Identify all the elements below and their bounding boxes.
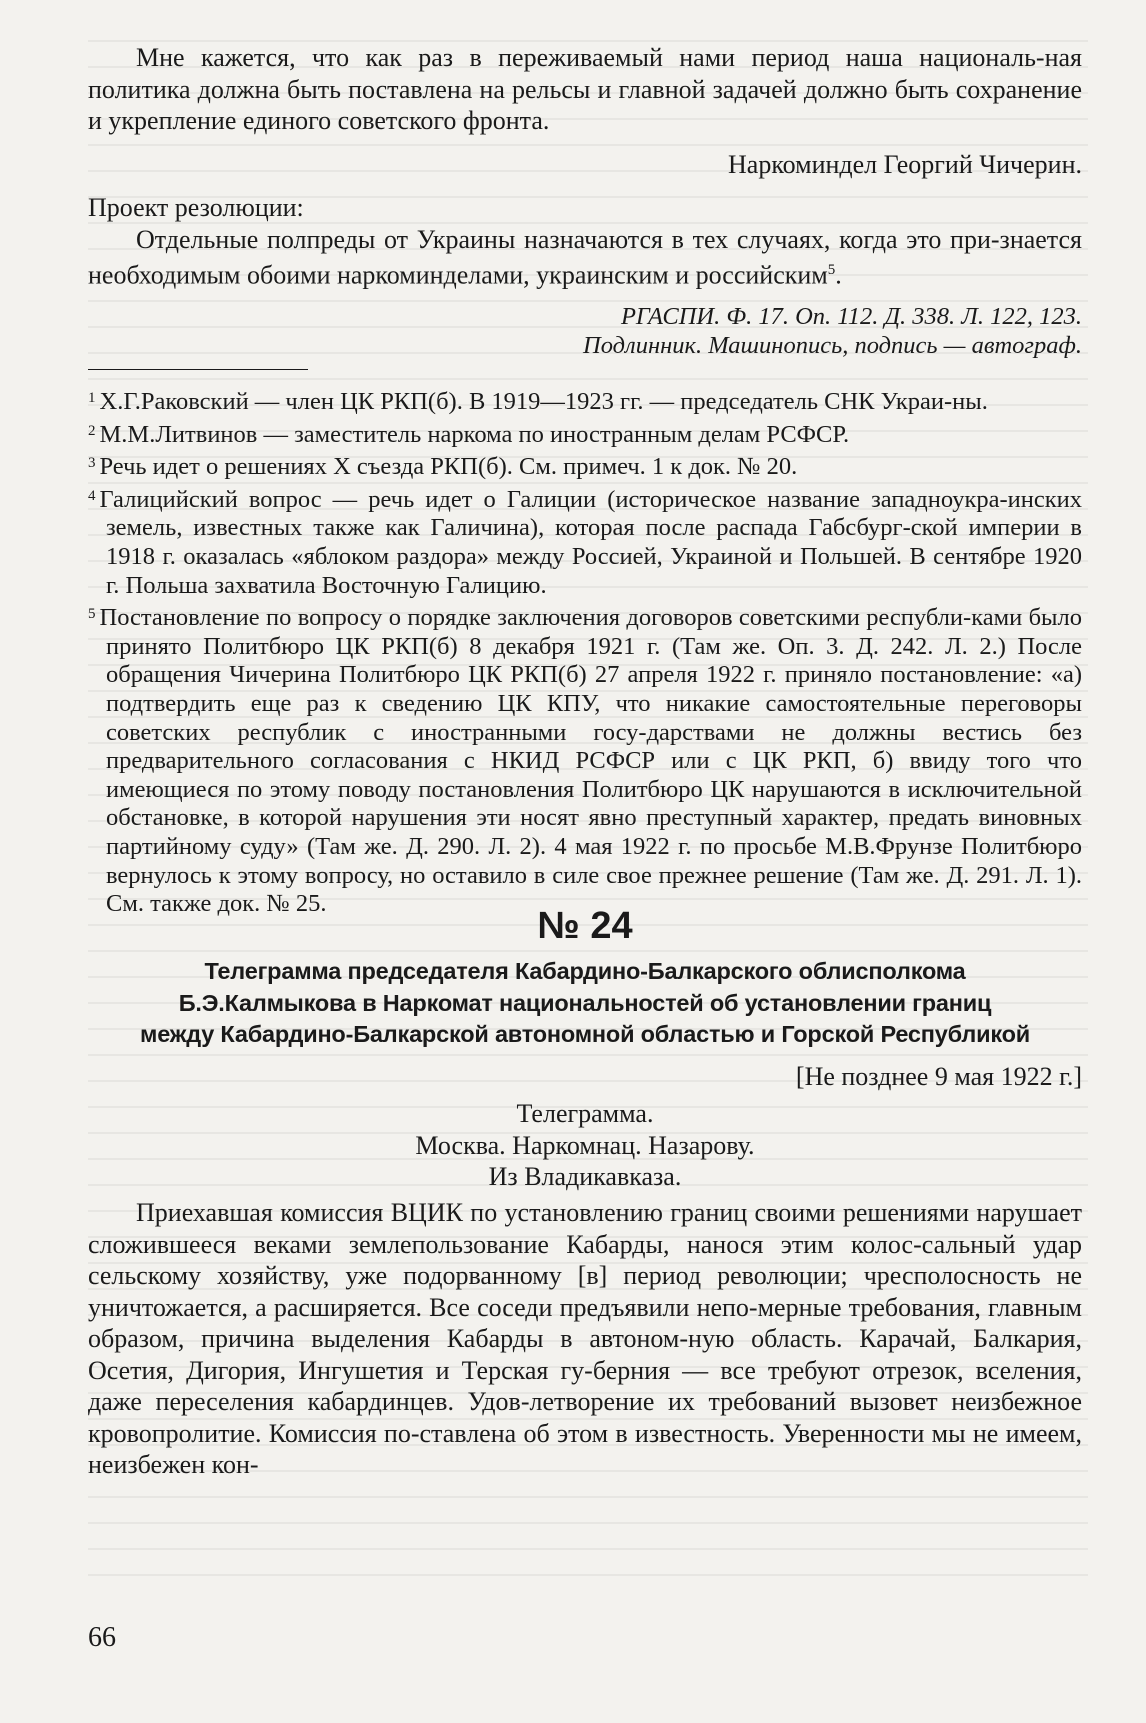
footnote-text: Речь идет о решениях X съезда РКП(б). См. примеч. 1 к док. № 20. bbox=[99, 453, 798, 481]
telegram-label: Телеграмма. bbox=[516, 1099, 654, 1128]
document-title-line: Б.Э.Калмыкова в Наркомат национальностей об установлении границ bbox=[178, 989, 992, 1016]
footnote-divider bbox=[88, 369, 308, 370]
document-title-line: между Кабардино-Балкарской автономной областью и Горской Республикой bbox=[140, 1021, 1030, 1047]
draft-text-body: Отдельные полпреды от Украины назначаются в тех случаях, когда это при-знается необходимым обоими наркоминделами, украинским и российским bbox=[88, 224, 1082, 290]
archive-reference: РГАСПИ. Ф. 17. Оп. 112. Д. 338. Л. 122, 123. bbox=[620, 303, 1082, 331]
footnote-text: Постановление по вопросу о порядке заключения договоров советскими республи-ками было принято Политбюро ЦК РКП(б) 8 декабря 1921 г. (Там же. Оп. 3. Д. 242. Л. 2.) После обращения Чичерина Политбюро ЦК РКП(б) 27 апреля 1922 г. приняло постановление: «а) подтвердить еще раз к сведению ЦК КПУ, что никакие самостоятельные переговоры советских республик с иностранными госу-дарствами не должны вестись без предварительного согласования с НКИД РСФСР или с ЦК РКП, б) ввиду того что имеющиеся по этому поводу постановления Политбюро ЦК нарушаются в исключительной обстановке, в которой нарушения эти носят явно преступный характер, предать виновных партийному суду» (Там же. Д. 290. Л. 2). 4 мая 1922 г. по просьбе М.В.Фрунзе Политбюро вернулось к этому вопросу, но оставило в силе свое прежнее решение (Там же. Д. 291. Л. 1). См. также док. № 25. bbox=[99, 604, 1082, 918]
footnote-number: 1 bbox=[88, 390, 96, 406]
document-number: № 24 bbox=[537, 905, 633, 947]
telegram-header bbox=[88, 1098, 1082, 1193]
footnote-text: Галицийский вопрос — речь идет о Галиции (историческое название западноукра-инских земель, известных также как Галичина), которая после распада Габсбург-ской империи в 1918 г. оказалась «яблоком раздора» между Россией, Украиной и Польшей. В сентябре 1920 г. Польша захватила Восточную Галицию. bbox=[99, 485, 1082, 599]
document-heading bbox=[88, 905, 1082, 1092]
footnote-5 bbox=[88, 600, 1082, 919]
document-title bbox=[88, 956, 1082, 1051]
telegram-addressee: Москва. Наркомнац. Назарову. bbox=[415, 1130, 755, 1160]
footnote-number: 3 bbox=[88, 455, 96, 472]
telegram-body bbox=[88, 1197, 1082, 1481]
footnote-number: 2 bbox=[88, 422, 96, 439]
document-title-line: Телеграмма председателя Кабардино-Балкарского облисполкома bbox=[204, 958, 966, 984]
footnote-text: М.М.Литвинов — заместитель наркома по иностранным делам РСФСР. bbox=[99, 420, 850, 448]
footnote-3 bbox=[88, 449, 1082, 482]
footnote-2 bbox=[88, 417, 1082, 450]
footnote-number: 4 bbox=[88, 487, 96, 504]
footnote-text: Х.Г.Раковский — член ЦК РКП(б). В 1919—1923 гг. — председатель СНК Украи-ны. bbox=[99, 388, 988, 415]
signature: Наркоминдел Георгий Чичерин. bbox=[728, 149, 1082, 179]
draft-footnote-marker: 5 bbox=[827, 262, 836, 278]
telegram-origin: Из Владикавказа. bbox=[488, 1162, 682, 1191]
footnote-4 bbox=[88, 482, 1082, 600]
top-paragraph: Мне кажется, что как раз в переживаемый нами период наша националь-ная политика должна быть поставлена на рельсы и главной задачей должно быть сохранение и укрепление единого советского фронта. bbox=[88, 43, 1082, 135]
page-number: 66 bbox=[88, 1622, 116, 1653]
document-date: [Не позднее 9 мая 1922 г.] bbox=[795, 1061, 1082, 1091]
draft-text: Отдельные полпреды от Украины назначаются в тех случаях, когда это при-знается необходимым обоими наркоминделами, украинским и российским$^5$. bbox=[88, 224, 1082, 290]
archive-description: Подлинник. Машинопись, подпись — автограф. bbox=[583, 331, 1082, 359]
footnotes bbox=[88, 384, 1082, 919]
top-block bbox=[88, 42, 1082, 360]
footnote-1 bbox=[88, 384, 1082, 417]
footnote-number: 5 bbox=[88, 606, 96, 623]
telegram-text: Приехавшая комиссия ВЦИК по установлению границ своими решениями нарушает сложившееся веками землепользование Кабарды, нанося этим колос-сальный удар сельскому хозяйству, уже подорванному [в] период революции; чресполосность не уничтожается, а расширяется. Все соседи предъявили непо-мерные требования, главным образом, причина выделения Кабарды в автоном-ную область. Карачай, Балкария, Осетия, Дигория, Ингушетия и Терская гу-берния — все требуют отрезок, вселения, даже переселения кабардинцев. Удов-летворение их требований вызовет неизбежное кровопролитие. Комиссия по-ставлена об этом в известность. Уверенности мы не имеем, неизбежен кон- bbox=[88, 1198, 1082, 1479]
draft-heading: Проект резолюции: bbox=[88, 193, 304, 222]
